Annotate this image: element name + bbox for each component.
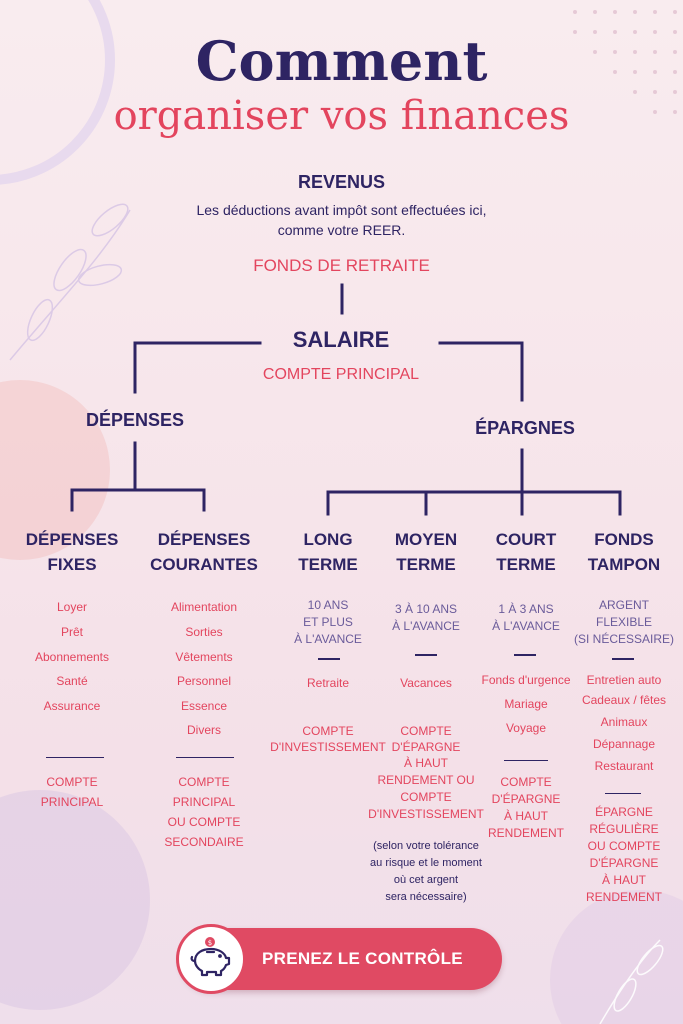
account-line: D'INVESTISSEMENT (368, 807, 484, 821)
account-line: OU COMPTE (167, 815, 241, 829)
salaire-account: COMPTE PRINCIPAL (262, 366, 420, 383)
horizon-line: 3 À 10 ANS (394, 602, 458, 616)
column-title-line2: COURANTES (150, 555, 258, 574)
account-line: À HAUT (601, 873, 646, 887)
list-item: Retraite (306, 676, 350, 690)
list-item: Essence (180, 699, 228, 713)
account-line: RENDEMENT (487, 826, 564, 840)
horizon-line: (SI NÉCESSAIRE) (573, 632, 675, 646)
horizon-line: ET PLUS (303, 615, 353, 629)
title-line1: Comment (195, 29, 488, 93)
note-line: où cet argent (393, 874, 459, 886)
list-item: Santé (56, 674, 88, 688)
account-line: COMPTE (302, 724, 354, 738)
column-title-line2: TERME (298, 555, 358, 574)
horizon-line: À L'AVANCE (492, 619, 560, 633)
account-line: PRINCIPAL (172, 795, 236, 809)
piggy-bank-icon (176, 924, 246, 994)
revenus-description-line2: comme votre REER. (277, 222, 406, 238)
account-line: COMPTE (400, 724, 452, 738)
list-item: Cadeaux / fêtes (581, 693, 667, 707)
account-line: PRINCIPAL (40, 795, 104, 809)
account-line: RÉGULIÈRE (589, 822, 659, 836)
horizon-line: 10 ANS (307, 598, 349, 612)
account-line: D'ÉPARGNE (491, 792, 561, 806)
fonds-retraite-label: FONDS DE RETRAITE (253, 256, 430, 275)
separator (176, 757, 234, 758)
separator (415, 654, 437, 656)
list-item: Assurance (43, 699, 101, 713)
account-line: OU COMPTE (587, 839, 661, 853)
list-item: Dépannage (592, 737, 656, 751)
separator (605, 793, 641, 794)
note-line: au risque et le moment (370, 857, 482, 869)
list-item: Entretien auto (586, 673, 662, 687)
account-line: À HAUT (503, 809, 548, 823)
note-line: sera nécessaire) (385, 891, 467, 903)
list-item: Voyage (505, 721, 547, 735)
separator (612, 658, 634, 660)
list-item: Prêt (60, 625, 83, 639)
account-line: COMPTE (400, 790, 452, 804)
title-line2: organiser vos finances (113, 93, 570, 139)
account-line: RENDEMENT OU (377, 773, 475, 787)
separator (514, 654, 536, 656)
svg-text:$: $ (207, 939, 213, 947)
list-item: Mariage (504, 697, 548, 711)
epargnes-label: ÉPARGNES (475, 418, 575, 438)
list-item: Restaurant (594, 759, 654, 773)
separator (318, 658, 340, 660)
account-line: D'ÉPARGNE (391, 740, 461, 754)
depenses-label: DÉPENSES (85, 410, 185, 430)
horizon-line: 1 À 3 ANS (498, 602, 554, 616)
note-line: (selon votre tolérance (373, 840, 479, 852)
salaire-label: SALAIRE (292, 327, 390, 352)
list-item: Fonds d'urgence (481, 673, 571, 687)
horizon-line: À L'AVANCE (392, 619, 460, 633)
column-title-line1: FONDS (594, 530, 654, 549)
column-title-line2: TERME (496, 555, 556, 574)
column-title-line1: COURT (495, 530, 557, 549)
account-line: RENDEMENT (585, 890, 662, 904)
column-title-line2: FIXES (47, 555, 97, 574)
account-line: COMPTE (46, 775, 98, 789)
cta-label: PRENEZ LE CONTRÔLE (262, 949, 463, 968)
list-item: Abonnements (34, 650, 110, 664)
column-title-line1: MOYEN (394, 530, 458, 549)
account-line: À HAUT (403, 756, 448, 770)
list-item: Loyer (56, 600, 88, 614)
separator (504, 760, 548, 761)
list-item: Personnel (176, 674, 232, 688)
list-item: Sorties (185, 625, 223, 639)
column-title-line1: DÉPENSES (157, 530, 251, 549)
revenus-description-line1: Les déductions avant impôt sont effectuées ici, (196, 202, 487, 218)
column-title-line2: TAMPON (587, 555, 661, 574)
horizon-line: À L'AVANCE (294, 632, 362, 646)
separator (46, 757, 104, 758)
revenus-heading: REVENUS (297, 172, 386, 192)
horizon-line: ARGENT (598, 598, 649, 612)
list-item: Animaux (600, 715, 648, 729)
prenez-le-controle-button[interactable] (180, 928, 502, 990)
column-title-line2: TERME (396, 555, 456, 574)
list-item: Vacances (400, 676, 452, 690)
list-item: Alimentation (170, 600, 238, 614)
account-line: COMPTE (500, 775, 552, 789)
column-title-line1: LONG (303, 530, 353, 549)
column-title-line1: DÉPENSES (25, 530, 119, 549)
horizon-line: FLEXIBLE (595, 615, 653, 629)
list-item: Vêtements (175, 650, 233, 664)
account-line: D'INVESTISSEMENT (270, 740, 386, 754)
list-item: Divers (186, 723, 221, 737)
account-line: ÉPARGNE (595, 805, 653, 819)
account-line: COMPTE (178, 775, 230, 789)
account-line: D'ÉPARGNE (589, 856, 659, 870)
account-line: SECONDAIRE (164, 835, 244, 849)
